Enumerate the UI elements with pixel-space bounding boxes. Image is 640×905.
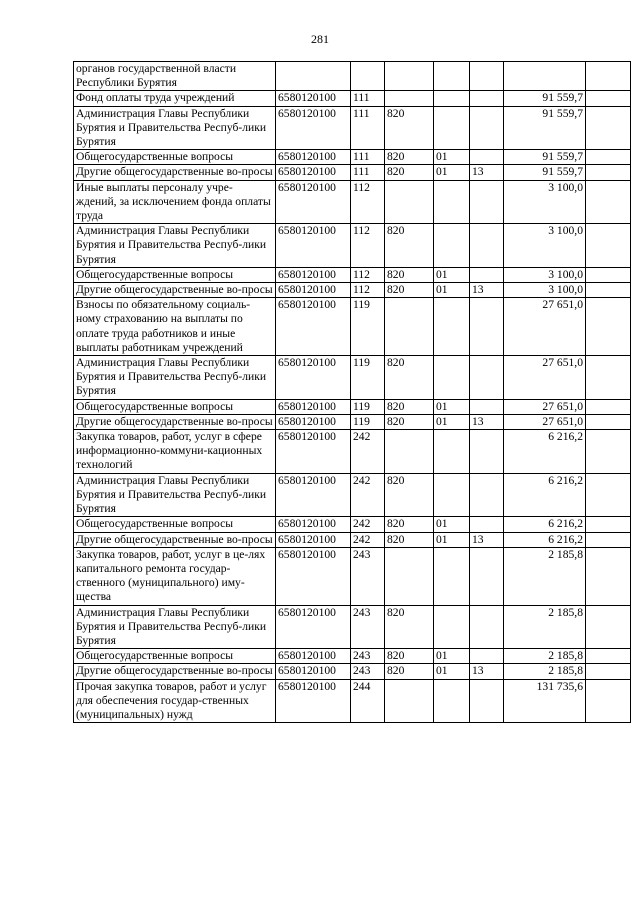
row-vr-cell: 243 xyxy=(351,649,385,664)
table-row xyxy=(74,106,631,150)
row-rz-cell: 01 xyxy=(434,517,470,532)
row-csr-cell: 6580120100 xyxy=(276,224,351,268)
row-grbs-cell xyxy=(385,298,434,356)
row-pr-cell xyxy=(470,62,504,91)
row-name-cell: Фонд оплаты труда учреждений xyxy=(74,91,276,106)
row-vr-cell: 242 xyxy=(351,517,385,532)
row-empty-cell xyxy=(586,224,631,268)
row-name-cell: Общегосударственные вопросы xyxy=(74,150,276,165)
table-row xyxy=(74,649,631,664)
row-rz-cell: 01 xyxy=(434,532,470,547)
row-csr-cell: 6580120100 xyxy=(276,547,351,605)
row-sum-cell: 3 100,0 xyxy=(504,224,586,268)
row-pr-cell xyxy=(470,547,504,605)
row-vr-cell: 119 xyxy=(351,356,385,400)
table-row xyxy=(74,430,631,474)
row-sum-cell: 27 651,0 xyxy=(504,298,586,356)
row-pr-cell: 13 xyxy=(470,414,504,429)
row-csr-cell: 6580120100 xyxy=(276,664,351,679)
row-empty-cell xyxy=(586,679,631,723)
row-rz-cell: 01 xyxy=(434,414,470,429)
row-csr-cell: 6580120100 xyxy=(276,473,351,517)
row-empty-cell xyxy=(586,150,631,165)
row-grbs-cell: 820 xyxy=(385,150,434,165)
table-row xyxy=(74,356,631,400)
row-name-cell: Взносы по обязательному социаль-ному страхованию на выплаты по оплате труда работников и иные выплаты работникам учреждений xyxy=(74,298,276,356)
row-vr-cell: 111 xyxy=(351,165,385,180)
row-pr-cell: 13 xyxy=(470,532,504,547)
row-name-cell: Прочая закупка товаров, работ и услуг для обеспечения государ-ственных (муниципальных) нужд xyxy=(74,679,276,723)
row-empty-cell xyxy=(586,399,631,414)
row-name-cell: Другие общегосударственные во-просы xyxy=(74,165,276,180)
row-name-cell: органов государственной власти Республики Бурятия xyxy=(74,62,276,91)
row-pr-cell xyxy=(470,356,504,400)
row-rz-cell xyxy=(434,605,470,649)
row-grbs-cell: 820 xyxy=(385,224,434,268)
row-name-cell: Другие общегосударственные во-просы xyxy=(74,664,276,679)
row-sum-cell: 2 185,8 xyxy=(504,605,586,649)
row-pr-cell: 13 xyxy=(470,664,504,679)
row-csr-cell: 6580120100 xyxy=(276,165,351,180)
table-row xyxy=(74,473,631,517)
row-rz-cell xyxy=(434,106,470,150)
row-csr-cell: 6580120100 xyxy=(276,649,351,664)
row-csr-cell: 6580120100 xyxy=(276,150,351,165)
row-csr-cell xyxy=(276,62,351,91)
row-empty-cell xyxy=(586,91,631,106)
row-pr-cell xyxy=(470,399,504,414)
row-pr-cell xyxy=(470,298,504,356)
row-pr-cell: 13 xyxy=(470,283,504,298)
row-grbs-cell xyxy=(385,91,434,106)
row-vr-cell: 242 xyxy=(351,473,385,517)
table-row xyxy=(74,605,631,649)
table-row xyxy=(74,414,631,429)
table-row xyxy=(74,267,631,282)
table-row xyxy=(74,150,631,165)
row-csr-cell: 6580120100 xyxy=(276,679,351,723)
row-csr-cell: 6580120100 xyxy=(276,414,351,429)
row-empty-cell xyxy=(586,664,631,679)
row-sum-cell: 2 185,8 xyxy=(504,649,586,664)
table-row xyxy=(74,224,631,268)
row-grbs-cell: 820 xyxy=(385,605,434,649)
row-vr-cell: 111 xyxy=(351,150,385,165)
row-sum-cell: 3 100,0 xyxy=(504,180,586,224)
table-row xyxy=(74,91,631,106)
row-sum-cell: 2 185,8 xyxy=(504,547,586,605)
row-name-cell: Администрация Главы Республики Бурятия и Правительства Респуб-лики Бурятия xyxy=(74,605,276,649)
table-row xyxy=(74,664,631,679)
row-grbs-cell xyxy=(385,679,434,723)
row-name-cell: Закупка товаров, работ, услуг в сфере информационно-коммуни-кационных технологий xyxy=(74,430,276,474)
row-sum-cell: 2 185,8 xyxy=(504,664,586,679)
row-name-cell: Закупка товаров, работ, услуг в це-лях капитального ремонта государ-ственного (муниципального) иму-щества xyxy=(74,547,276,605)
row-rz-cell xyxy=(434,473,470,517)
row-rz-cell: 01 xyxy=(434,664,470,679)
row-csr-cell: 6580120100 xyxy=(276,267,351,282)
row-grbs-cell xyxy=(385,62,434,91)
row-grbs-cell: 820 xyxy=(385,399,434,414)
row-csr-cell: 6580120100 xyxy=(276,430,351,474)
row-vr-cell: 111 xyxy=(351,106,385,150)
row-name-cell: Администрация Главы Республики Бурятия и Правительства Респуб-лики Бурятия xyxy=(74,473,276,517)
row-csr-cell: 6580120100 xyxy=(276,517,351,532)
row-grbs-cell: 820 xyxy=(385,532,434,547)
row-pr-cell xyxy=(470,91,504,106)
row-sum-cell: 131 735,6 xyxy=(504,679,586,723)
row-empty-cell xyxy=(586,649,631,664)
row-empty-cell xyxy=(586,473,631,517)
row-grbs-cell xyxy=(385,547,434,605)
row-empty-cell xyxy=(586,267,631,282)
budget-table xyxy=(73,61,631,723)
row-rz-cell: 01 xyxy=(434,649,470,664)
table-row xyxy=(74,180,631,224)
row-empty-cell xyxy=(586,430,631,474)
row-rz-cell xyxy=(434,430,470,474)
row-sum-cell: 6 216,2 xyxy=(504,473,586,517)
row-pr-cell xyxy=(470,430,504,474)
row-pr-cell xyxy=(470,517,504,532)
row-name-cell: Общегосударственные вопросы xyxy=(74,267,276,282)
row-grbs-cell: 820 xyxy=(385,664,434,679)
row-vr-cell: 243 xyxy=(351,605,385,649)
budget-table-body xyxy=(74,62,631,723)
row-rz-cell xyxy=(434,91,470,106)
row-sum-cell: 6 216,2 xyxy=(504,430,586,474)
table-row xyxy=(74,679,631,723)
row-grbs-cell: 820 xyxy=(385,517,434,532)
row-empty-cell xyxy=(586,605,631,649)
row-vr-cell: 243 xyxy=(351,547,385,605)
row-rz-cell: 01 xyxy=(434,267,470,282)
row-pr-cell: 13 xyxy=(470,165,504,180)
row-rz-cell xyxy=(434,298,470,356)
row-rz-cell xyxy=(434,180,470,224)
row-vr-cell: 112 xyxy=(351,224,385,268)
row-vr-cell: 112 xyxy=(351,180,385,224)
row-name-cell: Администрация Главы Республики Бурятия и Правительства Респуб-лики Бурятия xyxy=(74,224,276,268)
row-vr-cell: 112 xyxy=(351,283,385,298)
row-csr-cell: 6580120100 xyxy=(276,298,351,356)
row-csr-cell: 6580120100 xyxy=(276,106,351,150)
row-empty-cell xyxy=(586,106,631,150)
row-grbs-cell: 820 xyxy=(385,283,434,298)
table-row xyxy=(74,283,631,298)
row-name-cell: Общегосударственные вопросы xyxy=(74,399,276,414)
row-empty-cell xyxy=(586,165,631,180)
row-pr-cell xyxy=(470,267,504,282)
row-rz-cell: 01 xyxy=(434,165,470,180)
row-csr-cell: 6580120100 xyxy=(276,532,351,547)
row-vr-cell: 243 xyxy=(351,664,385,679)
row-rz-cell: 01 xyxy=(434,399,470,414)
row-grbs-cell: 820 xyxy=(385,473,434,517)
row-sum-cell: 91 559,7 xyxy=(504,106,586,150)
row-empty-cell xyxy=(586,180,631,224)
row-pr-cell xyxy=(470,106,504,150)
row-rz-cell xyxy=(434,356,470,400)
row-empty-cell xyxy=(586,547,631,605)
row-sum-cell: 3 100,0 xyxy=(504,283,586,298)
row-pr-cell xyxy=(470,180,504,224)
row-rz-cell xyxy=(434,62,470,91)
row-grbs-cell: 820 xyxy=(385,414,434,429)
row-sum-cell: 91 559,7 xyxy=(504,91,586,106)
row-csr-cell: 6580120100 xyxy=(276,180,351,224)
table-row xyxy=(74,298,631,356)
row-empty-cell xyxy=(586,356,631,400)
row-sum-cell: 91 559,7 xyxy=(504,150,586,165)
row-name-cell: Администрация Главы Республики Бурятия и Правительства Респуб-лики Бурятия xyxy=(74,106,276,150)
row-pr-cell xyxy=(470,605,504,649)
row-grbs-cell xyxy=(385,430,434,474)
table-row xyxy=(74,165,631,180)
row-csr-cell: 6580120100 xyxy=(276,91,351,106)
row-sum-cell: 3 100,0 xyxy=(504,267,586,282)
row-grbs-cell: 820 xyxy=(385,165,434,180)
row-csr-cell: 6580120100 xyxy=(276,605,351,649)
row-vr-cell: 242 xyxy=(351,532,385,547)
row-pr-cell xyxy=(470,150,504,165)
row-sum-cell: 27 651,0 xyxy=(504,356,586,400)
row-pr-cell xyxy=(470,649,504,664)
row-sum-cell: 27 651,0 xyxy=(504,414,586,429)
row-sum-cell: 91 559,7 xyxy=(504,165,586,180)
row-sum-cell: 6 216,2 xyxy=(504,517,586,532)
row-grbs-cell: 820 xyxy=(385,649,434,664)
table-row xyxy=(74,399,631,414)
row-name-cell: Другие общегосударственные во-просы xyxy=(74,414,276,429)
row-name-cell: Иные выплаты персоналу учре-ждений, за исключением фонда оплаты труда xyxy=(74,180,276,224)
row-vr-cell: 244 xyxy=(351,679,385,723)
row-name-cell: Общегосударственные вопросы xyxy=(74,517,276,532)
row-rz-cell xyxy=(434,547,470,605)
row-csr-cell: 6580120100 xyxy=(276,356,351,400)
row-vr-cell xyxy=(351,62,385,91)
row-rz-cell: 01 xyxy=(434,283,470,298)
row-vr-cell: 112 xyxy=(351,267,385,282)
row-pr-cell xyxy=(470,679,504,723)
table-row xyxy=(74,547,631,605)
row-grbs-cell xyxy=(385,180,434,224)
page-number: 281 xyxy=(311,32,329,46)
row-empty-cell xyxy=(586,532,631,547)
row-name-cell: Общегосударственные вопросы xyxy=(74,649,276,664)
row-empty-cell xyxy=(586,283,631,298)
row-pr-cell xyxy=(470,473,504,517)
row-sum-cell: 27 651,0 xyxy=(504,399,586,414)
row-name-cell: Администрация Главы Республики Бурятия и Правительства Респуб-лики Бурятия xyxy=(74,356,276,400)
row-pr-cell xyxy=(470,224,504,268)
row-csr-cell: 6580120100 xyxy=(276,283,351,298)
row-empty-cell xyxy=(586,517,631,532)
row-vr-cell: 119 xyxy=(351,414,385,429)
row-grbs-cell: 820 xyxy=(385,267,434,282)
row-grbs-cell: 820 xyxy=(385,106,434,150)
row-empty-cell xyxy=(586,62,631,91)
table-row xyxy=(74,517,631,532)
row-name-cell: Другие общегосударственные во-просы xyxy=(74,532,276,547)
table-row xyxy=(74,62,631,91)
row-rz-cell xyxy=(434,679,470,723)
row-sum-cell xyxy=(504,62,586,91)
row-vr-cell: 119 xyxy=(351,298,385,356)
row-name-cell: Другие общегосударственные во-просы xyxy=(74,283,276,298)
row-vr-cell: 111 xyxy=(351,91,385,106)
row-empty-cell xyxy=(586,414,631,429)
row-vr-cell: 119 xyxy=(351,399,385,414)
row-empty-cell xyxy=(586,298,631,356)
row-sum-cell: 6 216,2 xyxy=(504,532,586,547)
table-row xyxy=(74,532,631,547)
row-vr-cell: 242 xyxy=(351,430,385,474)
row-grbs-cell: 820 xyxy=(385,356,434,400)
row-rz-cell xyxy=(434,224,470,268)
row-csr-cell: 6580120100 xyxy=(276,399,351,414)
row-rz-cell: 01 xyxy=(434,150,470,165)
